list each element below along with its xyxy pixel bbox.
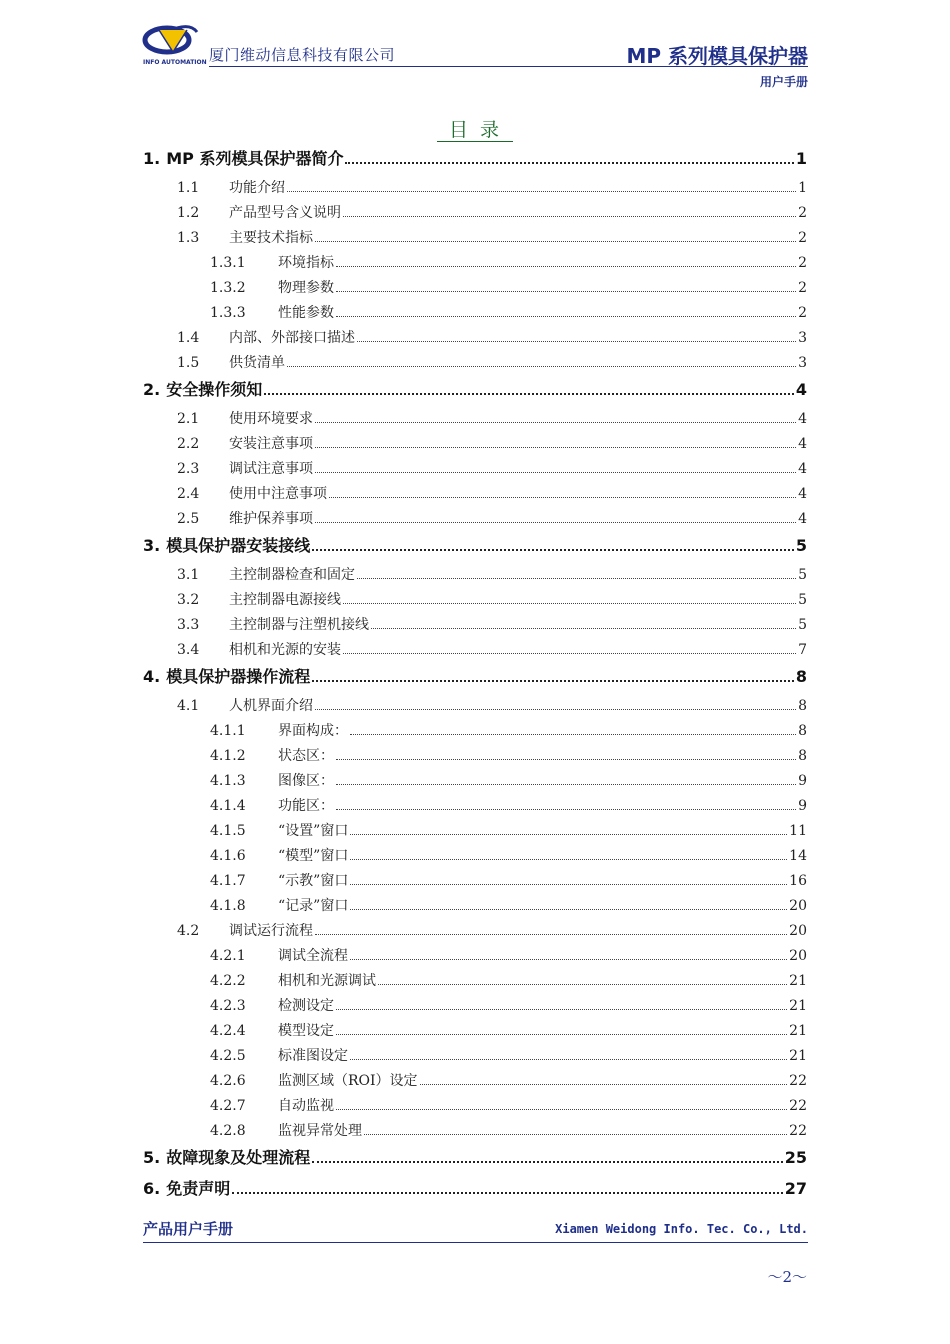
- toc-entry[interactable]: [143, 277, 807, 302]
- toc-entry-page: 3: [798, 330, 807, 346]
- toc-leader-dots: [232, 1192, 783, 1194]
- toc-leader-dots: [345, 162, 793, 164]
- toc-entry-number: 1.2: [177, 205, 200, 221]
- toc-leader-dots: [336, 784, 796, 785]
- toc-entry-page: 20: [789, 923, 807, 939]
- toc-entry-page: 9: [798, 798, 807, 814]
- toc-entry-label: 自动监视: [278, 1098, 334, 1114]
- toc-leader-dots: [315, 422, 796, 423]
- toc-entry-label: 免责声明: [166, 1179, 231, 1198]
- toc-entry-number: 3.3: [177, 617, 200, 633]
- toc-entry-label: 监视异常处理: [278, 1123, 362, 1139]
- toc-entry-number: 4.1.1: [210, 723, 246, 739]
- page-number: ～2～: [767, 1268, 807, 1286]
- toc-entry[interactable]: [143, 970, 807, 995]
- toc-entry-label: 相机和光源的安装: [229, 642, 341, 658]
- toc-entry-number: 3.: [143, 536, 161, 555]
- toc-entry-page: 21: [789, 1023, 807, 1039]
- toc-entry-label: 模具保护器操作流程: [166, 667, 311, 686]
- toc-entry[interactable]: [143, 433, 807, 458]
- toc-entry-label: 主控制器与注塑机接线: [229, 617, 369, 633]
- toc-entry-label: 功能介绍: [229, 180, 285, 196]
- toc-entry[interactable]: [143, 614, 807, 639]
- toc-entry-number: 3.2: [177, 592, 200, 608]
- logo-text: INFO AUTOMATION: [143, 59, 207, 66]
- toc-entry-page: 4: [798, 511, 807, 527]
- toc-leader-dots: [357, 341, 796, 342]
- toc-entry-number: 2.: [143, 380, 161, 399]
- toc-entry[interactable]: [143, 327, 807, 352]
- toc-entry-number: 2.5: [177, 511, 200, 527]
- toc-entry[interactable]: [143, 720, 807, 745]
- toc-entry[interactable]: [143, 227, 807, 252]
- toc-entry[interactable]: [143, 252, 807, 277]
- toc-leader-dots: [350, 884, 787, 885]
- toc-entry-label: 标准图设定: [278, 1048, 348, 1064]
- toc-entry-page: 3: [798, 355, 807, 371]
- toc-entry[interactable]: [143, 1176, 807, 1207]
- toc-leader-dots: [315, 447, 796, 448]
- toc-entry-number: 4.2: [177, 923, 200, 939]
- toc-leader-dots: [315, 934, 787, 935]
- toc-entry-label: MP 系列模具保护器简介: [166, 149, 344, 168]
- toc-entry[interactable]: [143, 533, 807, 564]
- page-footer: [143, 1214, 808, 1250]
- toc-entry-number: 4.1.2: [210, 748, 246, 764]
- toc-entry-label: 环境指标: [278, 255, 334, 271]
- toc-entry-number: 1.3.1: [210, 255, 246, 271]
- toc-entry-label: 安装注意事项: [229, 436, 313, 452]
- toc-leader-dots: [357, 578, 796, 579]
- toc-entry-page: 27: [784, 1179, 807, 1198]
- toc-leader-dots: [336, 291, 796, 292]
- toc-leader-dots: [336, 266, 796, 267]
- toc-entry-page: 4: [798, 461, 807, 477]
- toc-entry-label: 调试运行流程: [229, 923, 313, 939]
- toc-entry-label: 相机和光源调试: [278, 973, 376, 989]
- toc-entry-number: 2.1: [177, 411, 200, 427]
- table-of-contents: [143, 146, 807, 1207]
- toc-entry-page: 2: [798, 280, 807, 296]
- toc-entry-number: 4.1.4: [210, 798, 246, 814]
- toc-entry-page: 21: [789, 973, 807, 989]
- toc-entry-label: “记录”窗口: [278, 898, 349, 914]
- toc-entry-number: 5.: [143, 1148, 161, 1167]
- toc-entry[interactable]: [143, 408, 807, 433]
- toc-leader-dots: [312, 549, 794, 551]
- toc-leader-dots: [329, 497, 796, 498]
- company-name: 厦门维动信息科技有限公司: [209, 46, 396, 64]
- toc-entry-label: 功能区：: [278, 798, 334, 814]
- toc-entry-page: 20: [789, 948, 807, 964]
- toc-entry-page: 21: [789, 998, 807, 1014]
- toc-entry-number: 4.: [143, 667, 161, 686]
- toc-entry-number: 4.2.2: [210, 973, 246, 989]
- toc-entry[interactable]: [143, 995, 807, 1020]
- toc-entry-page: 22: [789, 1123, 807, 1139]
- toc-entry-page: 8: [798, 698, 807, 714]
- toc-entry[interactable]: [143, 352, 807, 377]
- toc-entry-label: 物理参数: [278, 280, 334, 296]
- toc-entry[interactable]: [143, 770, 807, 795]
- toc-leader-dots: [420, 1084, 788, 1085]
- toc-entry-number: 4.2.5: [210, 1048, 246, 1064]
- toc-entry-page: 9: [798, 773, 807, 789]
- toc-entry-label: 主控制器检查和固定: [229, 567, 355, 583]
- toc-entry-label: 安全操作须知: [166, 380, 263, 399]
- toc-entry-page: 2: [798, 255, 807, 271]
- toc-entry-number: 3.4: [177, 642, 200, 658]
- toc-leader-dots: [287, 366, 796, 367]
- toc-leader-dots: [336, 1109, 787, 1110]
- footer-left-text: 产品用户手册: [143, 1220, 234, 1238]
- toc-entry-number: 4.1.7: [210, 873, 246, 889]
- toc-leader-dots: [350, 834, 787, 835]
- toc-entry-number: 4.2.1: [210, 948, 246, 964]
- toc-entry-page: 22: [789, 1098, 807, 1114]
- toc-entry-page: 11: [789, 823, 807, 839]
- toc-entry[interactable]: [143, 845, 807, 870]
- toc-entry-page: 22: [789, 1073, 807, 1089]
- toc-entry-page: 2: [798, 305, 807, 321]
- toc-leader-dots: [336, 316, 796, 317]
- toc-entry-number: 1.: [143, 149, 161, 168]
- toc-entry-page: 4: [795, 380, 807, 399]
- toc-entry-number: 4.2.8: [210, 1123, 246, 1139]
- toc-entry[interactable]: [143, 895, 807, 920]
- footer-company: Xiamen Weidong Info. Tec. Co., Ltd.: [555, 1222, 808, 1236]
- toc-entry-label: 维护保养事项: [229, 511, 313, 527]
- toc-entry-page: 14: [789, 848, 807, 864]
- header-subtitle: 用户手册: [759, 75, 808, 89]
- toc-entry-label: 界面构成：: [278, 723, 348, 739]
- toc-entry-label: 人机界面介绍: [229, 698, 313, 714]
- toc-entry[interactable]: [143, 870, 807, 895]
- toc-entry-number: 1.3.3: [210, 305, 246, 321]
- toc-leader-dots: [350, 859, 787, 860]
- toc-entry-number: 4.2.4: [210, 1023, 246, 1039]
- toc-entry-number: 1.3.2: [210, 280, 246, 296]
- toc-entry-number: 4.1.6: [210, 848, 246, 864]
- toc-entry-label: 调试注意事项: [229, 461, 313, 477]
- toc-entry-number: 6.: [143, 1179, 161, 1198]
- toc-entry-label: 检测设定: [278, 998, 334, 1014]
- toc-entry[interactable]: [143, 202, 807, 227]
- toc-entry[interactable]: [143, 945, 807, 970]
- toc-entry-page: 1: [798, 180, 807, 196]
- toc-entry[interactable]: [143, 664, 807, 695]
- toc-entry-label: 监测区域（ROI）设定: [278, 1073, 418, 1089]
- toc-entry-page: 1: [795, 149, 807, 168]
- toc-entry-page: 4: [798, 486, 807, 502]
- toc-entry-page: 5: [798, 592, 807, 608]
- toc-entry[interactable]: [143, 458, 807, 483]
- toc-entry-label: “模型”窗口: [278, 848, 349, 864]
- toc-entry[interactable]: [143, 795, 807, 820]
- toc-entry-number: 1.3: [177, 230, 200, 246]
- toc-entry-number: 4.2.3: [210, 998, 246, 1014]
- toc-entry-label: 调试全流程: [278, 948, 348, 964]
- toc-entry-number: 4.2.7: [210, 1098, 246, 1114]
- toc-entry[interactable]: [143, 302, 807, 327]
- toc-leader-dots: [315, 472, 796, 473]
- toc-entry[interactable]: [143, 820, 807, 845]
- toc-entry-page: 8: [795, 667, 807, 686]
- toc-entry[interactable]: [143, 483, 807, 508]
- toc-leader-dots: [350, 1059, 787, 1060]
- toc-entry-page: 8: [798, 748, 807, 764]
- toc-leader-dots: [343, 603, 796, 604]
- toc-entry-label: 产品型号含义说明: [229, 205, 341, 221]
- toc-entry[interactable]: [143, 564, 807, 589]
- toc-entry-label: “设置”窗口: [278, 823, 349, 839]
- toc-leader-dots: [343, 653, 796, 654]
- toc-entry-page: 21: [789, 1048, 807, 1064]
- toc-leader-dots: [315, 709, 796, 710]
- toc-leader-dots: [312, 1161, 783, 1163]
- toc-entry-number: 2.4: [177, 486, 200, 502]
- toc-leader-dots: [264, 393, 794, 395]
- toc-entry-number: 4.1.5: [210, 823, 246, 839]
- toc-entry-page: 8: [798, 723, 807, 739]
- toc-title: 目录: [0, 115, 950, 142]
- header-divider: [209, 66, 808, 67]
- toc-entry-label: 故障现象及处理流程: [166, 1148, 311, 1167]
- toc-entry-page: 5: [795, 536, 807, 555]
- toc-entry[interactable]: [143, 377, 807, 408]
- toc-entry-page: 20: [789, 898, 807, 914]
- toc-leader-dots: [312, 680, 794, 682]
- toc-entry-number: 2.3: [177, 461, 200, 477]
- toc-leader-dots: [287, 191, 796, 192]
- toc-leader-dots: [336, 1009, 787, 1010]
- toc-entry[interactable]: [143, 745, 807, 770]
- toc-entry-page: 2: [798, 230, 807, 246]
- toc-entry-page: 16: [789, 873, 807, 889]
- toc-entry-number: 2.2: [177, 436, 200, 452]
- toc-entry[interactable]: [143, 177, 807, 202]
- toc-entry-page: 5: [798, 567, 807, 583]
- toc-leader-dots: [315, 522, 796, 523]
- toc-leader-dots: [364, 1134, 787, 1135]
- toc-entry-label: 主控制器电源接线: [229, 592, 341, 608]
- toc-entry-number: 1.1: [177, 180, 200, 196]
- toc-entry-label: 模型设定: [278, 1023, 334, 1039]
- toc-entry[interactable]: [143, 1145, 807, 1176]
- toc-entry[interactable]: [143, 1095, 807, 1120]
- toc-entry-page: 7: [798, 642, 807, 658]
- toc-leader-dots: [350, 959, 787, 960]
- toc-leader-dots: [336, 759, 796, 760]
- toc-entry[interactable]: [143, 920, 807, 945]
- toc-leader-dots: [343, 216, 796, 217]
- toc-entry-page: 4: [798, 411, 807, 427]
- toc-entry-number: 4.1: [177, 698, 200, 714]
- toc-entry[interactable]: [143, 146, 807, 177]
- toc-entry-number: 4.2.6: [210, 1073, 246, 1089]
- toc-entry-number: 4.1.8: [210, 898, 246, 914]
- toc-entry[interactable]: [143, 1120, 807, 1145]
- toc-entry[interactable]: [143, 1045, 807, 1070]
- toc-leader-dots: [378, 984, 787, 985]
- toc-entry-label: 状态区：: [278, 748, 334, 764]
- toc-entry-page: 2: [798, 205, 807, 221]
- toc-leader-dots: [350, 909, 787, 910]
- toc-leader-dots: [336, 1034, 787, 1035]
- toc-entry-label: 性能参数: [278, 305, 334, 321]
- toc-entry-page: 25: [784, 1148, 807, 1167]
- toc-entry-page: 4: [798, 436, 807, 452]
- toc-entry[interactable]: [143, 639, 807, 664]
- toc-entry-label: 内部、外部接口描述: [229, 330, 355, 346]
- company-logo-icon: [143, 22, 207, 66]
- toc-entry[interactable]: [143, 1020, 807, 1045]
- toc-leader-dots: [336, 809, 796, 810]
- toc-entry-page: 5: [798, 617, 807, 633]
- toc-leader-dots: [350, 734, 796, 735]
- toc-entry-label: 主要技术指标: [229, 230, 313, 246]
- toc-entry[interactable]: [143, 695, 807, 720]
- toc-entry-label: 模具保护器安装接线: [166, 536, 311, 555]
- toc-entry[interactable]: [143, 1070, 807, 1095]
- toc-entry-label: “示教”窗口: [278, 873, 349, 889]
- toc-entry-label: 图像区：: [278, 773, 334, 789]
- toc-entry[interactable]: [143, 589, 807, 614]
- toc-entry-number: 1.5: [177, 355, 200, 371]
- footer-divider: [143, 1242, 808, 1243]
- toc-entry-number: 3.1: [177, 567, 200, 583]
- toc-entry-label: 使用环境要求: [229, 411, 313, 427]
- page-header: [143, 16, 808, 92]
- product-title: MP 系列模具保护器: [626, 44, 808, 68]
- toc-entry-number: 4.1.3: [210, 773, 246, 789]
- toc-entry-label: 使用中注意事项: [229, 486, 327, 502]
- toc-leader-dots: [371, 628, 796, 629]
- toc-leader-dots: [315, 241, 796, 242]
- toc-entry-label: 供货清单: [229, 355, 285, 371]
- toc-entry[interactable]: [143, 508, 807, 533]
- toc-entry-number: 1.4: [177, 330, 200, 346]
